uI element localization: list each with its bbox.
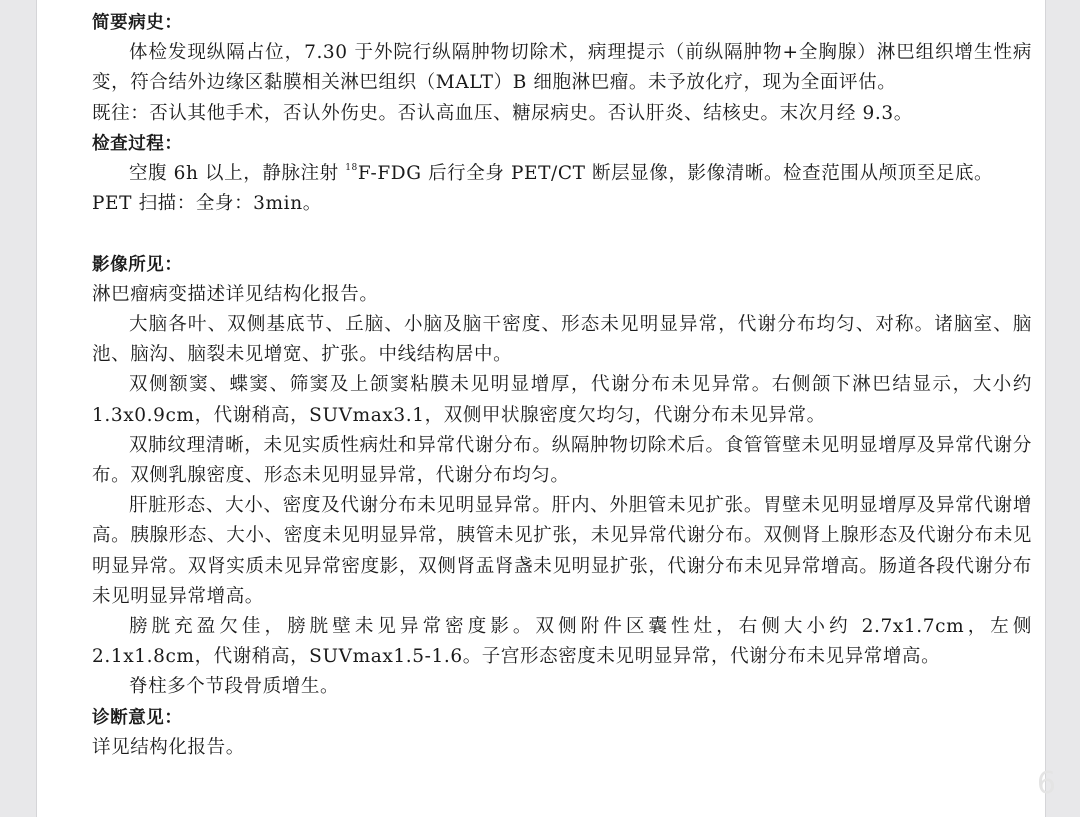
procedure-paragraph bbox=[92, 159, 1032, 189]
findings-heading: 影像所见： bbox=[92, 254, 183, 275]
spacer bbox=[92, 219, 1032, 249]
pet-scan-line: PET 扫描：全身：3min。 bbox=[92, 193, 322, 215]
findings-brain: 大脑各叶、双侧基底节、丘脑、小脑及脑干密度、形态未见明显异常，代谢分布均匀、对称。诸脑室、脑池、脑沟、脑裂未见增宽、扩张。中线结构居中。 bbox=[92, 314, 1032, 366]
procedure-heading: 检查过程： bbox=[92, 133, 183, 154]
history-paragraph: 体检发现纵隔占位，7.30 于外院行纵隔肿物切除术，病理提示（前纵隔肿物+全胸腺）淋巴组织增生性病变，符合结外边缘区黏膜相关淋巴组织（MALT）B 细胞淋巴瘤。未予放化疗，现为全面评估。 bbox=[92, 42, 1032, 94]
document-page bbox=[36, 0, 1046, 817]
findings-spine: 脊柱多个节段骨质增生。 bbox=[129, 676, 340, 698]
diagnosis-heading: 诊断意见： bbox=[92, 707, 183, 728]
watermark: 6 bbox=[1036, 766, 1058, 801]
diagnosis-text: 详见结构化报告。 bbox=[92, 736, 245, 758]
findings-intro: 淋巴瘤病变描述详见结构化报告。 bbox=[92, 283, 379, 305]
procedure-text-before: 空腹 6h 以上，静脉注射 bbox=[129, 163, 346, 185]
findings-pelvis: 膀胱充盈欠佳，膀胱壁未见异常密度影。双侧附件区囊性灶，右侧大小约 2.7x1.7cm，左侧 2.1x1.8cm，代谢稍高，SUVmax1.5-1.6。子宫形态密度未见明显异常，代谢分布未见异常增高。 bbox=[92, 616, 1032, 668]
findings-head-neck: 双侧额窦、蝶窦、筛窦及上颌窦粘膜未见明显增厚，代谢分布未见异常。右侧颌下淋巴结显示，大小约 1.3x0.9cm，代谢稍高，SUVmax3.1，双侧甲状腺密度欠均匀，代谢分布未见异常。 bbox=[92, 374, 1032, 426]
findings-chest: 双肺纹理清晰，未见实质性病灶和异常代谢分布。纵隔肿物切除术后。食管管壁未见明显增厚及异常代谢分布。双侧乳腺密度、形态未见明显异常，代谢分布均匀。 bbox=[92, 434, 1032, 487]
history-heading: 简要病史： bbox=[92, 13, 183, 33]
isotope-superscript: 18 bbox=[345, 163, 358, 174]
findings-abdomen: 肝脏形态、大小、密度及代谢分布未见明显异常。肝内、外胆管未见扩张。胃壁未见明显增厚及异常代谢增高。胰腺形态、大小、密度未见明显异常，胰管未见扩张，未见异常代谢分布。双侧肾上腺形态及代谢分布未见明显异常。双肾实质未见异常密度影，双侧肾盂肾盏未见明显扩张，代谢分布未见异常增高。肠道各段代谢分布未见明显异常增高。 bbox=[92, 495, 1032, 607]
procedure-text-after: F-FDG 后行全身 PET/CT 断层显像，影像清晰。检查范围从颅顶至足底。 bbox=[357, 163, 994, 185]
past-history-paragraph: 既往：否认其他手术，否认外伤史。否认高血压、糖尿病史。否认肝炎、结核史。末次月经 9.3。 bbox=[92, 102, 913, 124]
report-body bbox=[92, 8, 1032, 763]
